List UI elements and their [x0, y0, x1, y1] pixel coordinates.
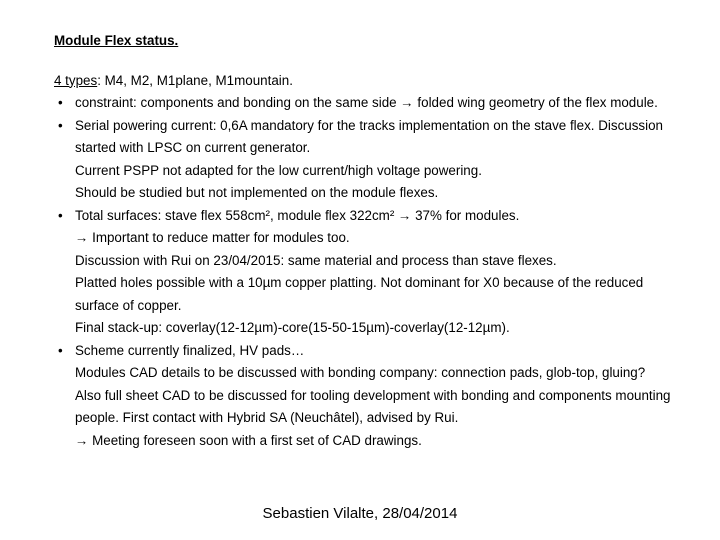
sub-paragraph: Modules CAD details to be discussed with bonding company: connection pads, glob-top, gluing? Also full sheet CAD to be discussed for tooling development with bonding and components mounting people. First contact with Hybrid SA (Neuchâtel), advised by Rui.	[75, 365, 671, 425]
bullet-dot: •	[58, 207, 63, 223]
bullet-text: Scheme currently finalized, HV pads…	[75, 342, 305, 358]
bullet-dot: •	[58, 95, 63, 110]
bullet-dot: •	[58, 117, 63, 133]
sub-paragraph: → Meeting foreseen soon with a first set of CAD drawings.	[75, 432, 422, 448]
bullet-serial-powering	[54, 115, 674, 160]
slide-title: Module Flex status.	[54, 33, 179, 48]
sub-paragraph: → Important to reduce matter for modules too.	[75, 230, 350, 245]
types-line	[54, 70, 674, 93]
sub-paragraph: Platted holes possible with a 10µm copper platting. Not dominant for X0 because of the reduced surface of copper.	[75, 275, 644, 313]
sub-paragraph: Discussion with Rui on 23/04/2015: same material and process than stave flexes.	[75, 252, 557, 268]
bullet-dot: •	[58, 342, 63, 358]
bullet-text: constraint: components and bonding on the same side → folded wing geometry of the flex module.	[75, 95, 658, 110]
sub-paragraph: Should be studied but not implemented on the module flexes.	[75, 185, 439, 200]
bullet-text: Serial powering current: 0,6A mandatory for the tracks implementation on the stave flex. Discussion started with LPSC on current generator.	[75, 117, 663, 155]
types-value: : M4, M2, M1plane, M1mountain.	[97, 72, 293, 88]
sub-paragraph: Current PSPP not adapted for the low current/high voltage powering.	[75, 162, 482, 178]
slide-content	[54, 30, 674, 452]
footer-author-date: Sebastien Vilalte, 28/04/2014	[262, 505, 458, 522]
types-label: 4 types	[54, 72, 98, 88]
bullet-total-surfaces	[54, 205, 674, 228]
sub-paragraph: Final stack-up: coverlay(12-12µm)-core(15-50-15µm)-coverlay(12-12µm).	[75, 320, 510, 335]
bullet-text: Total surfaces: stave flex 558cm², module flex 322cm² → 37% for modules.	[75, 207, 520, 223]
bullet-scheme	[54, 340, 674, 363]
bullet-constraint	[54, 92, 674, 115]
spacer	[54, 53, 674, 70]
